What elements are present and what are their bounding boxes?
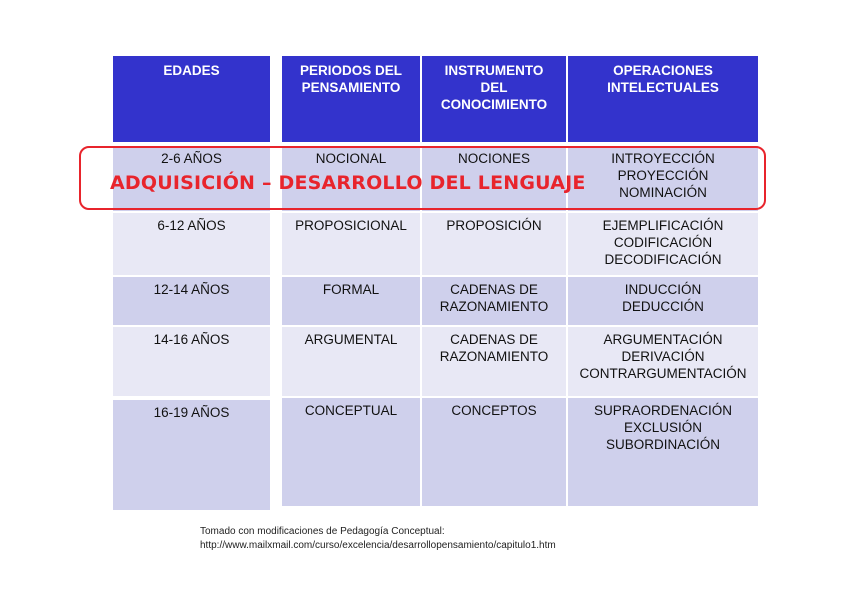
header-edades [113, 56, 270, 142]
row5-instrumento-text: CONCEPTOS [451, 403, 537, 418]
header-periodos-line2: PENSAMIENTO [301, 80, 401, 95]
row1-op3: NOMINACIÓN [619, 185, 707, 200]
row2-instrumento-text: PROPOSICIÓN [446, 218, 542, 233]
row3-periodo [282, 277, 420, 325]
row5-operaciones [568, 398, 758, 506]
row4-op1: ARGUMENTACIÓN [603, 332, 723, 347]
header-operaciones [568, 56, 758, 142]
row1-op1: INTROYECCIÓN [611, 151, 715, 166]
row3-edad-text: 12-14 AÑOS [153, 282, 230, 297]
row4-instrumento [422, 327, 566, 396]
row4-op3: CONTRARGUMENTACIÓN [579, 366, 747, 381]
row2-periodo [282, 213, 420, 275]
row5-instrumento [422, 398, 566, 506]
row2-periodo-text: PROPOSICIONAL [295, 218, 407, 233]
header-periodos [282, 56, 420, 142]
row4-edad-text: 14-16 AÑOS [153, 332, 230, 347]
row4-instrumento-line1: CADENAS DE [450, 332, 538, 347]
row1-edad-text: 2-6 AÑOS [161, 151, 222, 166]
row3-instrumento-line2: RAZONAMIENTO [439, 299, 549, 314]
row1-op2: PROYECCIÓN [617, 168, 709, 183]
source-link[interactable]: http://www.mailxmail.com/curso/excelencia/desarrollopensamiento/capitulo1.htm [200, 540, 556, 551]
row3-operaciones [568, 277, 758, 325]
row4-edad [113, 327, 270, 396]
row4-periodo [282, 327, 420, 396]
row4-periodo-text: ARGUMENTAL [304, 332, 398, 347]
row2-op3: DECODIFICACIÓN [604, 252, 722, 267]
row2-operaciones [568, 213, 758, 275]
row2-op2: CODIFICACIÓN [613, 235, 713, 250]
row4-instrumento-line2: RAZONAMIENTO [439, 349, 549, 364]
row1-periodo-text: NOCIONAL [315, 151, 387, 166]
row2-edad-text: 6-12 AÑOS [157, 218, 226, 233]
row5-op1: SUPRAORDENACIÓN [593, 403, 733, 418]
row4-op2: DERIVACIÓN [621, 349, 705, 364]
header-instrumento-line3: CONOCIMIENTO [440, 97, 548, 112]
header-edades-line: EDADES [163, 63, 220, 78]
header-instrumento [422, 56, 566, 142]
row1-instrumento-text: NOCIONES [457, 151, 530, 166]
row2-instrumento [422, 213, 566, 275]
row5-periodo [282, 398, 420, 506]
row3-edad [113, 277, 270, 325]
row3-op1: INDUCCIÓN [624, 282, 702, 297]
header-operaciones-line1: OPERACIONES [613, 63, 713, 78]
row2-op1: EJEMPLIFICACIÓN [602, 218, 724, 233]
header-instrumento-line2: DEL [480, 80, 508, 95]
row4-operaciones [568, 327, 758, 396]
header-periodos-line1: PERIODOS DEL [299, 63, 402, 78]
row3-instrumento [422, 277, 566, 325]
row5-op3: SUBORDINACIÓN [605, 437, 720, 452]
row5-edad [113, 400, 270, 510]
row3-periodo-text: FORMAL [322, 282, 380, 297]
row3-op2: DEDUCCIÓN [622, 299, 704, 314]
row5-edad-text: 16-19 AÑOS [153, 405, 230, 420]
header-instrumento-line1: INSTRUMENTO [444, 63, 544, 78]
row5-periodo-text: CONCEPTUAL [304, 403, 398, 418]
banner-text: ADQUISICIÓN – DESARROLLO DEL LENGUAJE [110, 172, 586, 194]
row3-instrumento-line1: CADENAS DE [450, 282, 538, 297]
row2-edad [113, 213, 270, 275]
header-operaciones-line2: INTELECTUALES [607, 80, 719, 95]
row5-op2: EXCLUSIÓN [623, 420, 703, 435]
source-note [200, 525, 556, 553]
source-line1: Tomado con modificaciones de Pedagogía Conceptual: [200, 526, 445, 537]
